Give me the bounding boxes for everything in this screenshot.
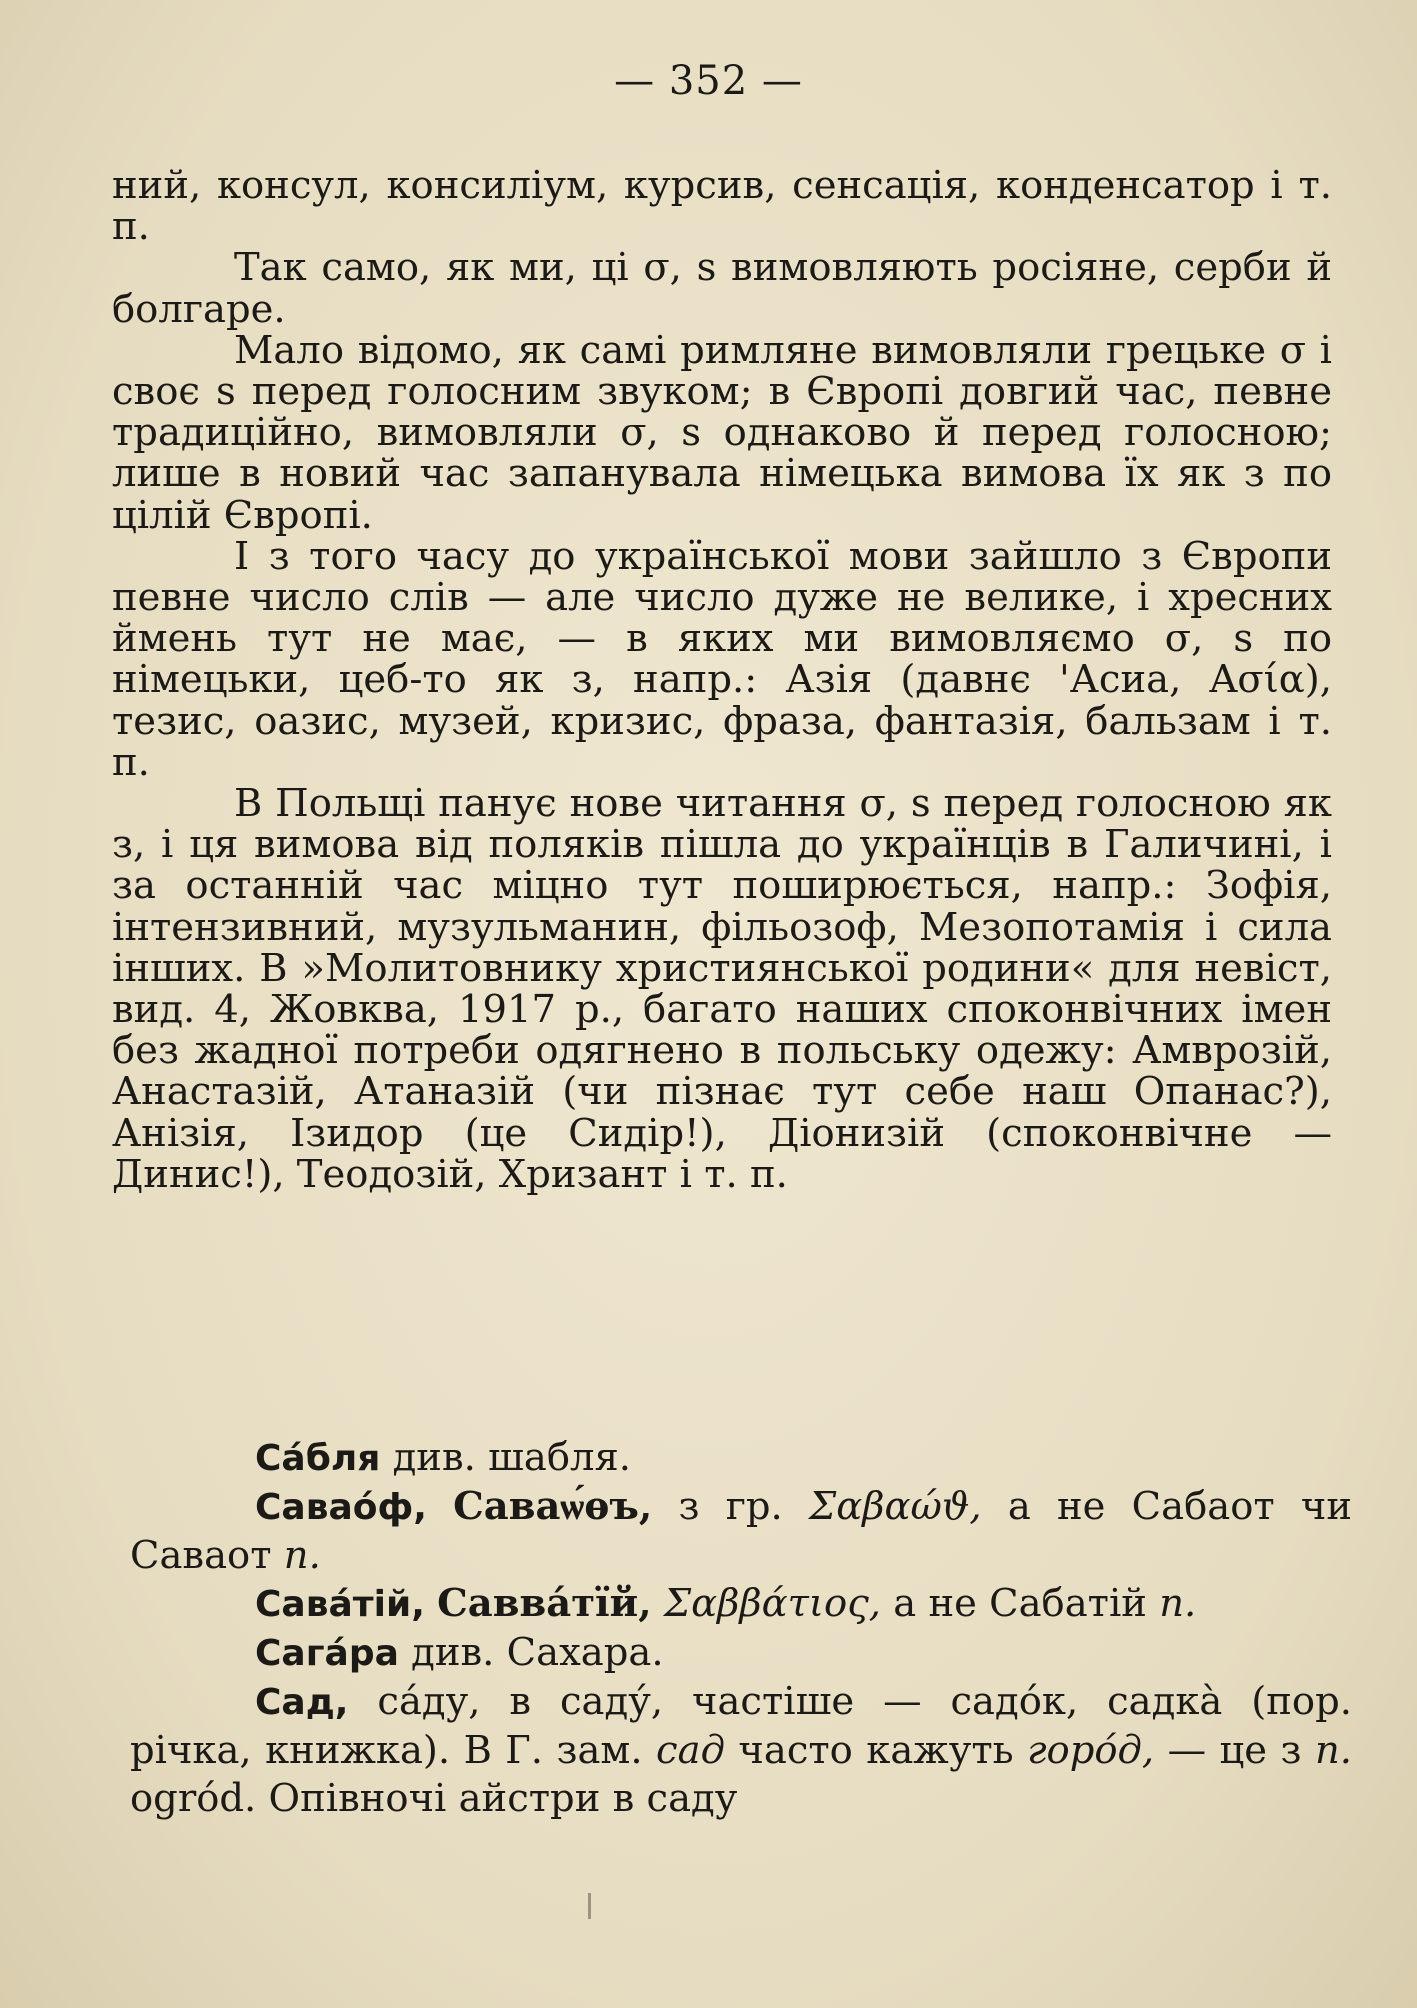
entry-headword: Сад,: [255, 1682, 349, 1723]
entry-italic-word: горо́д,: [1027, 1728, 1155, 1773]
entry-church-form: Саваѡ́ѳъ,: [453, 1484, 653, 1529]
entry-sahara: [130, 1629, 1352, 1678]
entry-text: ogród. Опівночі айстри в саду: [130, 1776, 738, 1821]
entry-headword: Савао́ф,: [255, 1487, 427, 1528]
entry-sablia: [130, 1434, 1352, 1483]
entry-greek-form: Σαβαώϑ,: [809, 1484, 982, 1529]
entry-church-form: Савва́тїй,: [437, 1581, 652, 1626]
dictionary-entries: [130, 1434, 1352, 1823]
entry-greek-form: Σαββάτιος,: [663, 1581, 881, 1626]
entry-italic-word: сад: [656, 1728, 725, 1773]
paragraph-3: Мало відомо, як самі римляне вимовляли грецьке σ і своє s перед голосним звуком; в Європі довгий час, певне традиційно, вимовляли σ, s однаково й перед голосною; лише в новий час запанувала німецька вимова їх як з по цілій Європі.: [112, 327, 1332, 538]
entry-text: а не Сабаот чи Саваот: [130, 1484, 1353, 1578]
paragraph-4: І з того часу до української мови зайшло з Європи певне число слів — але число дуже не велике, і хресних ймень тут не має, — в яких ми вимовляємо σ, s по німецьки, цеб-то як з, напр.: Азія (давнє 'Асиа, Ασία), тезис, оазис, музей, кризис, фраза, фантазія, бальзам і т. п.: [112, 533, 1332, 785]
print-mark: [588, 1893, 591, 1919]
paragraph-1: ний, консул, консиліум, курсив, сенсація, конденсатор і т. п.: [112, 163, 1332, 250]
entry-text: з гр.: [678, 1484, 783, 1529]
body-text: [112, 165, 1332, 1195]
entry-tag: п.: [283, 1533, 321, 1578]
entry-headword: Сага́ра: [255, 1633, 399, 1674]
entry-savaof: [130, 1483, 1352, 1580]
entry-text: — це з: [1167, 1728, 1302, 1773]
entry-text: часто кажуть: [738, 1728, 1014, 1773]
entry-headword: Са́бля: [255, 1438, 381, 1479]
entry-tag: п.: [1159, 1581, 1197, 1626]
entry-sad: [130, 1678, 1352, 1823]
entry-text: див. Сахара.: [411, 1630, 664, 1675]
entry-tag: п.: [1314, 1728, 1352, 1773]
entry-savatii: [130, 1580, 1352, 1629]
entry-text: а не Сабатій: [893, 1581, 1147, 1626]
paragraph-2: Так само, як ми, ці σ, s вимовляють росіяне, серби й болгаре.: [112, 245, 1332, 332]
entry-headword: Сава́тій,: [255, 1584, 425, 1625]
page-number: — 352 —: [614, 58, 803, 104]
entry-text: див. шабля.: [392, 1435, 632, 1480]
paragraph-5: В Польщі панує нове читання σ, s перед голосною як з, і ця вимова від поляків пішла до українців в Галичині, і за останній час міцно тут поширюється, напр.: Зофія, інтензивний, музульманин, фільозоф, Мезопотамія і сила інших. В »Молитовнику християнської родини« для невіст, вид. 4, Жовква, 1917 р., багато наших споконвічних імен без жадної потреби одягнено в польську одежу: Амврозій, Анастазій, Атаназій (чи пізнає тут себе наш Опанас?), Анізія, Ізидор (це Сидір!), Діонизій (споконвічне — Динис!), Теодозій, Хризант і т. п.: [112, 781, 1332, 1197]
entry-text: са́ду, в саду́, частіше — садо́к, садка̀ (пор. річка, книжка). В Г. зам.: [130, 1679, 1352, 1773]
